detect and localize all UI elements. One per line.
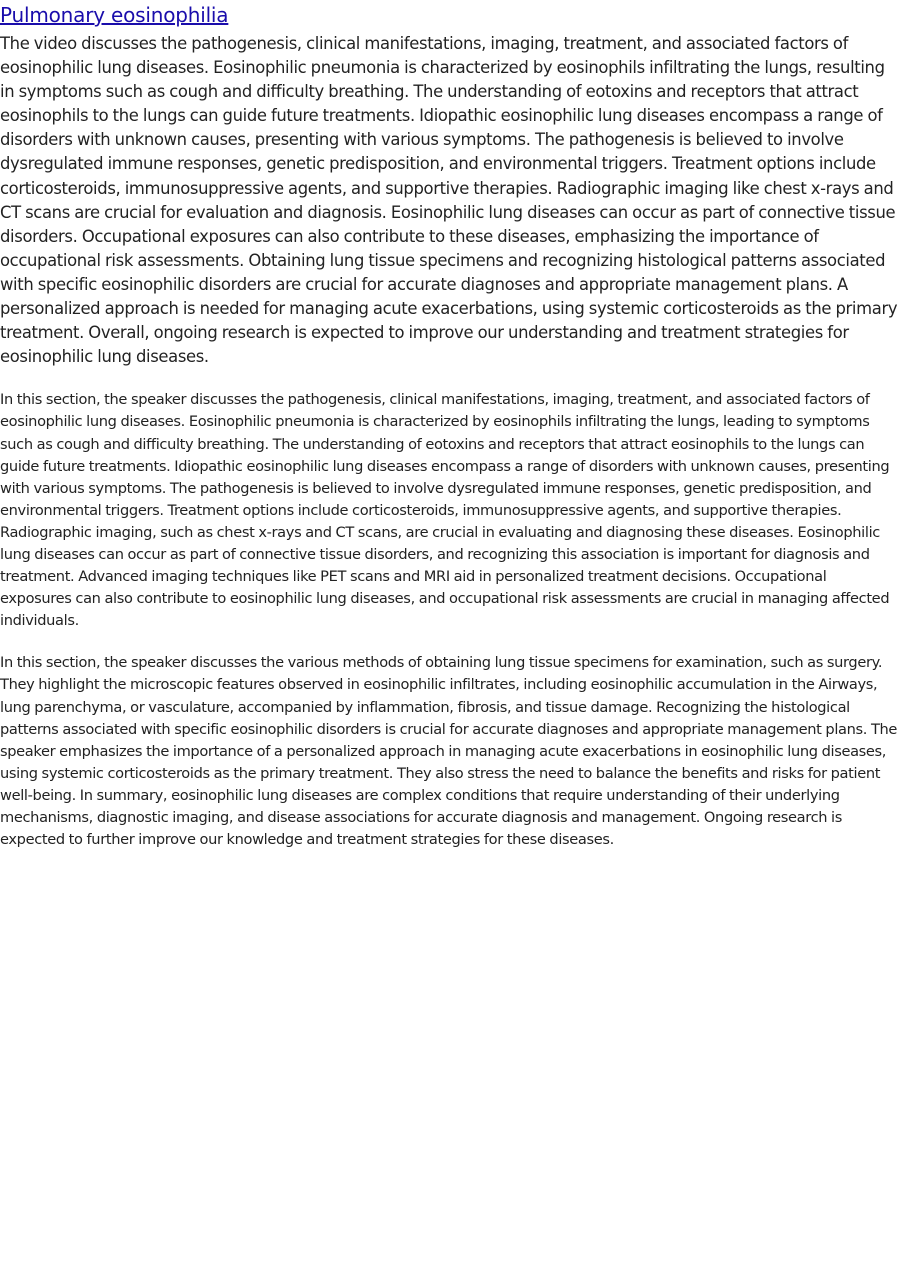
section-summary-paragraph-2: In this section, the speaker discusses the various methods of obtaining lung tissue specimens for examination, such as surgery. They highlight the microscopic features observed in eosinophilic infiltrates, including eosinophilic accumulation in the Airways, lung parenchyma, or vasculature, accompanied by inflammation, fibrosis, and tissue damage. Recognizing the histological patterns associated with specific eosinophilic disorders is crucial for accurate diagnoses and appropriate management plans. The speaker emphasizes the importance of a personalized approach in managing acute exacerbations in eosinophilic lung diseases, using systemic corticosteroids as the primary treatment. They also stress the need to balance the benefits and risks for patient well-being. In summary, eosinophilic lung diseases are complex conditions that require understanding of their underlying mechanisms, diagnostic imaging, and disease associations for accurate diagnosis and management. Ongoing research is expected to further improve our knowledge and treatment strategies for these diseases.	[0, 654, 898, 849]
video-summary-paragraph: The video discusses the pathogenesis, clinical manifestations, imaging, treatment, and associated factors of eosinophilic lung diseases. Eosinophilic pneumonia is characterized by eosinophils infiltrating the lungs, resulting in symptoms such as cough and difficulty breathing. The understanding of eotoxins and receptors that attract eosinophils to the lungs can guide future treatments. Idiopathic eosinophilic lung diseases encompass a range of disorders with unknown causes, presenting with various symptoms. The pathogenesis is believed to involve dysregulated immune responses, genetic predisposition, and environmental triggers. Treatment options include corticosteroids, immunosuppressive agents, and supportive therapies. Radiographic imaging like chest x-rays and CT scans are crucial for evaluation and diagnosis. Eosinophilic lung diseases can occur as part of connective tissue disorders. Occupational exposures can also contribute to these diseases, emphasizing the importance of occupational risk assessments. Obtaining lung tissue specimens and recognizing histological patterns associated with specific eosinophilic disorders are crucial for accurate diagnoses and appropriate management plans. A personalized approach is needed for managing acute exacerbations, using systemic corticosteroids as the primary treatment. Overall, ongoing research is expected to improve our understanding and treatment strategies for eosinophilic lung diseases.	[0, 34, 898, 367]
section-summary-paragraph-1: In this section, the speaker discusses the pathogenesis, clinical manifestations, imaging, treatment, and associated factors of eosinophilic lung diseases. Eosinophilic pneumonia is characterized by eosinophils infiltrating the lungs, leading to symptoms such as cough and difficulty breathing. The understanding of eotoxins and receptors that attract eosinophils to the lungs can guide future treatments. Idiopathic eosinophilic lung diseases encompass a range of disorders with unknown causes, presenting with various symptoms. The pathogenesis is believed to involve dysregulated immune responses, genetic predisposition, and environmental triggers. Treatment options include corticosteroids, immunosuppressive agents, and supportive therapies. Radiographic imaging, such as chest x-rays and CT scans, are crucial in evaluating and diagnosing these diseases. Eosinophilic lung diseases can occur as part of connective tissue disorders, and recognizing this association is important for diagnosis and treatment. Advanced imaging techniques like PET scans and MRI aid in personalized treatment decisions. Occupational exposures can also contribute to eosinophilic lung diseases, and occupational risk assessments are crucial in managing affected individuals.	[0, 391, 890, 630]
page-title-link[interactable]: Pulmonary eosinophilia	[0, 3, 229, 27]
